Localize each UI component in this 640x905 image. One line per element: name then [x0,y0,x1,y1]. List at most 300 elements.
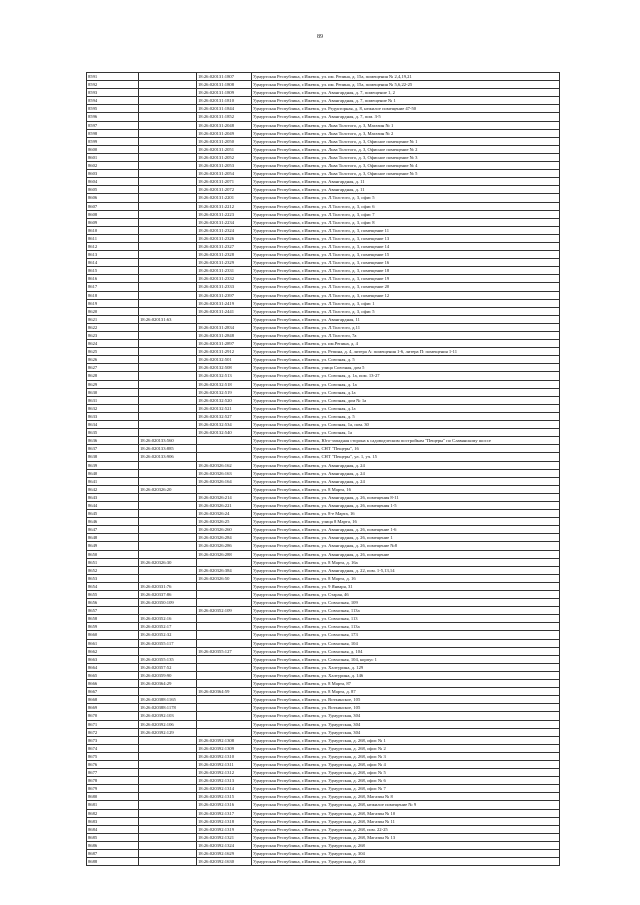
row-number-cell: 8598 [87,129,139,137]
land-cadastral-number-cell [139,129,197,137]
building-cadastral-number-cell: 18:26:020131:2848 [197,332,252,340]
table-row [87,760,560,768]
table-row [87,720,560,728]
table-row [87,404,560,412]
address-cell: Удмуртская Республика, г.Ижевск, ул. Авангардная, д. 7, помещение № 1 [252,97,560,105]
address-cell: Удмуртская Республика, г.Ижевск, ул. Старая, 46 [252,591,560,599]
table-row [87,89,560,97]
building-cadastral-number-cell: 18:26:020392:1629 [197,850,252,858]
building-cadastral-number-cell: 18:26:020131:1807 [197,73,252,81]
table-row [87,218,560,226]
land-cadastral-number-cell [139,760,197,768]
building-cadastral-number-cell: 18:26:020132:520 [197,396,252,404]
address-cell: Удмуртская Республика, г.Ижевск, ул. Л.Толстого, д. 3, помещение 18 [252,267,560,275]
row-number-cell: 8674 [87,744,139,752]
address-cell: Удмуртская Республика, г.Ижевск, ул. Совхозная, 109 [252,599,560,607]
address-cell: Удмуртская Республика, г.Ижевск, ул. Халтурина, д. 146 [252,671,560,679]
row-number-cell: 8647 [87,526,139,534]
building-cadastral-number-cell: 18:26:020326:24 [197,510,252,518]
land-cadastral-number-cell: 18:26:020350:109 [139,599,197,607]
address-cell: Удмуртская Республика, г.Ижевск, ул. Л.Толстого, д. 3, помещение 19 [252,275,560,283]
row-number-cell: 8660 [87,631,139,639]
row-number-cell: 8629 [87,380,139,388]
address-cell: Удмуртская Республика, г.Ижевск, ул. Л.Толстого, д. 3, помещение 14 [252,242,560,250]
building-cadastral-number-cell [197,631,252,639]
table-row [87,809,560,817]
row-number-cell: 8676 [87,760,139,768]
building-cadastral-number-cell: 18:26:020131:2419 [197,299,252,307]
row-number-cell: 8656 [87,599,139,607]
table-row [87,129,560,137]
table-row [87,566,560,574]
table-row [87,510,560,518]
row-number-cell: 8605 [87,186,139,194]
address-cell: Удмуртская Республика, г.Ижевск, ул. Союзная, 1а [252,429,560,437]
land-cadastral-number-cell [139,323,197,331]
table-row [87,380,560,388]
address-cell: Удмуртская Республика, г.Ижевск, ул. Авангардная, д. 24 [252,461,560,469]
address-cell: Удмуртская Республика, г.Ижевск, ул. Совхозная, 113а [252,607,560,615]
row-number-cell: 8615 [87,267,139,275]
building-cadastral-number-cell [197,712,252,720]
building-cadastral-number-cell [197,728,252,736]
row-number-cell: 8641 [87,477,139,485]
land-cadastral-number-cell [139,81,197,89]
table-row [87,542,560,550]
land-cadastral-number-cell [139,299,197,307]
row-number-cell: 8678 [87,777,139,785]
building-cadastral-number-cell: 18:26:020355:127 [197,647,252,655]
address-cell: Удмуртская Республика, г.Ижевск, ул. Авангардная, д. 11 [252,186,560,194]
row-number-cell: 8659 [87,623,139,631]
row-number-cell: 8601 [87,153,139,161]
building-cadastral-number-cell [197,704,252,712]
building-cadastral-number-cell [197,582,252,590]
building-cadastral-number-cell: 18:26:020132:518 [197,380,252,388]
row-number-cell: 8604 [87,178,139,186]
row-number-cell: 8634 [87,421,139,429]
row-number-cell: 8592 [87,81,139,89]
address-cell: Удмуртская Республика, г.Ижевск, СНТ "Пещеры", ул. 1, уч. 15 [252,453,560,461]
address-cell: Удмуртская Республика, г.Ижевск, ул. 8 Марта, 16 [252,485,560,493]
building-cadastral-number-cell: 18:26:020131:1809 [197,89,252,97]
address-cell: Удмуртская Республика, г.Ижевск, ул. Удмуртская, д. 268, офис № 4 [252,760,560,768]
table-row [87,752,560,760]
land-cadastral-number-cell [139,291,197,299]
table-row [87,663,560,671]
table-row [87,267,560,275]
address-cell: Удмуртская Республика, г.Ижевск, ул. Л.Толстого, д. 3, помещение 13 [252,234,560,242]
land-cadastral-number-cell: 18:26:020392:103 [139,712,197,720]
land-cadastral-number-cell: 18:26:020392:129 [139,728,197,736]
table-row [87,73,560,81]
address-cell: Удмуртская Республика, г.Ижевск, ул. 8 Марта, 87 [252,680,560,688]
row-number-cell: 8655 [87,591,139,599]
row-number-cell: 8686 [87,841,139,849]
building-cadastral-number-cell [197,445,252,453]
address-cell: Удмуртская Республика, г.Ижевск, ул. Удмуртская, д. 268, Магазин № 11 [252,817,560,825]
table-row [87,574,560,582]
table-row [87,793,560,801]
address-cell: Удмуртская Республика, г.Ижевск, ул. Воткинское, 105 [252,696,560,704]
address-cell: Удмуртская Республика, г.Ижевск, ул. им.Репина, д. 4 [252,340,560,348]
table-row [87,113,560,121]
row-number-cell: 8671 [87,720,139,728]
address-cell: Удмуртская Республика, г.Ижевск, ул. Совхозная, 104 [252,639,560,647]
table-row [87,97,560,105]
land-cadastral-number-cell [139,412,197,420]
land-cadastral-number-cell: 18:26:020131:63 [139,315,197,323]
building-cadastral-number-cell: 18:26:020392:1318 [197,817,252,825]
row-number-cell: 8630 [87,388,139,396]
table-row [87,647,560,655]
row-number-cell: 8593 [87,89,139,97]
table-row [87,825,560,833]
row-number-cell: 8679 [87,785,139,793]
table-row [87,137,560,145]
table-row [87,234,560,242]
address-cell: Удмуртская Республика, г.Ижевск, ул. 8 Марта, д. 87 [252,688,560,696]
building-cadastral-number-cell: 18:26:020392:1324 [197,841,252,849]
address-cell: Удмуртская Республика, г.Ижевск, ул. Халтурина, д. 129 [252,663,560,671]
address-cell: Удмуртская Республика, г.Ижевск, ул. Удмуртская, д. 268, пом. 22-25 [252,825,560,833]
row-number-cell: 8609 [87,218,139,226]
address-cell: Удмуртская Республика, г.Ижевск, ул. Союзная, д.1а [252,404,560,412]
table-row [87,145,560,153]
address-cell: Удмуртская Республика, г.Ижевск, ул. Совхозная, 113 [252,615,560,623]
row-number-cell: 8642 [87,485,139,493]
address-cell: Удмуртская Республика, г.Ижевск, ул. Удмуртская, д. 304 [252,858,560,866]
address-cell: Удмуртская Республика, г.Ижевск, ул. Совхозная, 113а [252,623,560,631]
address-cell: Удмуртская Республика, г.Ижевск, ул. Льва Толстого, д. 3, Магазин № 1 [252,121,560,129]
building-cadastral-number-cell: 18:26:020326:50 [197,574,252,582]
address-cell: Удмуртская Республика, г.Ижевск, ул. Л.Толстого, д. 3, помещение 11 [252,226,560,234]
land-cadastral-number-cell [139,348,197,356]
address-cell: Удмуртская Республика, г.Ижевск, Юго-западная сторона к садоводческим постройкам "Пещеры" по Славянскому шоссе [252,437,560,445]
table-row [87,639,560,647]
land-cadastral-number-cell [139,550,197,558]
building-cadastral-number-cell: 18:26:020131:2912 [197,348,252,356]
building-cadastral-number-cell: 18:26:020131:1852 [197,113,252,121]
row-number-cell: 8596 [87,113,139,121]
table-row [87,526,560,534]
address-cell: Удмуртская Республика, г.Ижевск, ул. 8 Марта, д. 16 [252,574,560,582]
land-cadastral-number-cell [139,170,197,178]
address-cell: Удмуртская Республика, г.Ижевск, ул. Авангардная, д. 26, помещения 8-11 [252,493,560,501]
address-cell: Удмуртская Республика, г.Ижевск, ул. Льва Толстого, д. 3, Офисное помещение № 5 [252,170,560,178]
land-cadastral-number-cell [139,283,197,291]
address-cell: Удмуртская Республика, г.Ижевск, ул. Удмуртская, д. 268, офис № 7 [252,785,560,793]
land-cadastral-number-cell [139,566,197,574]
row-number-cell: 8628 [87,372,139,380]
row-number-cell: 8594 [87,97,139,105]
table-row [87,348,560,356]
land-cadastral-number-cell [139,186,197,194]
row-number-cell: 8591 [87,73,139,81]
address-cell: Удмуртская Республика, г.Ижевск, ул. Авангардная, д. 7, помещение 1, 2 [252,89,560,97]
land-cadastral-number-cell [139,817,197,825]
address-cell: Удмуртская Республика, г.Ижевск, ул. Удмуртская, д. 268 [252,841,560,849]
row-number-cell: 8684 [87,825,139,833]
address-cell: Удмуртская Республика, г.Ижевск, улица 8 Марта, 16 [252,518,560,526]
row-number-cell: 8645 [87,510,139,518]
land-cadastral-number-cell [139,340,197,348]
row-number-cell: 8639 [87,461,139,469]
address-cell: Удмуртская Республика, г.Ижевск, ул. Удмуртская, д. 268, офис № 6 [252,777,560,785]
address-cell: Удмуртская Республика, г.Ижевск, ул. Удмуртская, д. 268, офис № 3 [252,752,560,760]
building-cadastral-number-cell: 18:26:020352:109 [197,607,252,615]
address-cell: Удмуртская Республика, г.Ижевск, ул. Л.Толстого, д. 3, помещение 12 [252,291,560,299]
building-cadastral-number-cell: 18:26:020131:2329 [197,259,252,267]
table-row [87,210,560,218]
land-cadastral-number-cell [139,534,197,542]
table-row [87,178,560,186]
land-cadastral-number-cell [139,364,197,372]
address-cell: Удмуртская Республика, г.Ижевск, ул. Л.Толстого, д. 3, помещение 16 [252,259,560,267]
address-cell: Удмуртская Республика, г.Ижевск, ул. Удмуртская, д. 268, офис № 1 [252,736,560,744]
land-cadastral-number-cell [139,688,197,696]
land-cadastral-number-cell [139,647,197,655]
table-row [87,396,560,404]
address-cell: Удмуртская Республика, г.Ижевск, ул. Авангардная, д. 24 [252,477,560,485]
table-row [87,315,560,323]
land-cadastral-number-cell: 18:26:020352:16 [139,615,197,623]
table-row [87,283,560,291]
land-cadastral-number-cell [139,429,197,437]
address-cell: Удмуртская Республика, г.Ижевск, ул. Льва Толстого, д. 3, Офисное помещение № 2 [252,145,560,153]
table-row [87,623,560,631]
row-number-cell: 8646 [87,518,139,526]
address-cell: Удмуртская Республика, г.Ижевск, ул. Удмуртская, 304 [252,712,560,720]
row-number-cell: 8640 [87,469,139,477]
row-number-cell: 8677 [87,769,139,777]
row-number-cell: 8602 [87,162,139,170]
building-cadastral-number-cell: 18:26:020131:2223 [197,210,252,218]
building-cadastral-number-cell [197,599,252,607]
row-number-cell: 8680 [87,793,139,801]
table-row [87,186,560,194]
address-cell: Удмуртская Республика, г.Ижевск, ул. Л.Толстого, д. 3, офис 7 [252,210,560,218]
registry-body [87,73,560,866]
table-row [87,728,560,736]
row-number-cell: 8603 [87,170,139,178]
table-row [87,307,560,315]
table-row [87,153,560,161]
row-number-cell: 8620 [87,307,139,315]
table-row [87,841,560,849]
building-cadastral-number-cell: 18:26:020131:2441 [197,307,252,315]
building-cadastral-number-cell: 18:26:020132:521 [197,404,252,412]
address-cell: Удмуртская Республика, г.Ижевск, ул. Л.Толстого, д. 3, помещение 15 [252,251,560,259]
land-cadastral-number-cell: 18:26:020133:906 [139,453,197,461]
address-cell: Удмуртская Республика, г.Ижевск, СНТ "Пещеры", 16 [252,445,560,453]
address-cell: Удмуртская Республика, г.Ижевск, ул. Союзная, д. 5 [252,356,560,364]
land-cadastral-number-cell [139,752,197,760]
table-row [87,356,560,364]
row-number-cell: 8619 [87,299,139,307]
building-cadastral-number-cell: 18:26:020326:284 [197,534,252,542]
land-cadastral-number-cell [139,744,197,752]
building-cadastral-number-cell: 18:26:020131:2397 [197,291,252,299]
building-cadastral-number-cell [197,696,252,704]
address-cell: Удмуртская Республика, г.Ижевск, ул. 9 Января, 31 [252,582,560,590]
table-row [87,850,560,858]
address-cell: Удмуртская Республика, г.Ижевск, ул. Воткинское, 105 [252,704,560,712]
address-cell: Удмуртская Республика, г.Ижевск, ул. Л.Толстого, д. 3, офис 5 [252,194,560,202]
building-cadastral-number-cell: 18:26:020131:2324 [197,226,252,234]
address-cell: Удмуртская Республика, г.Ижевск, ул. Льва Толстого, д. 3, Офисное помещение № 1 [252,137,560,145]
row-number-cell: 8595 [87,105,139,113]
table-row [87,680,560,688]
table-row [87,242,560,250]
building-cadastral-number-cell: 18:26:020392:1308 [197,736,252,744]
table-row [87,332,560,340]
row-number-cell: 8657 [87,607,139,615]
land-cadastral-number-cell [139,574,197,582]
row-number-cell: 8644 [87,501,139,509]
row-number-cell: 8654 [87,582,139,590]
building-cadastral-number-cell: 18:26:020392:1321 [197,833,252,841]
land-cadastral-number-cell [139,307,197,315]
land-cadastral-number-cell [139,841,197,849]
building-cadastral-number-cell: 18:26:020326:25 [197,518,252,526]
building-cadastral-number-cell: 18:26:020131:2333 [197,283,252,291]
building-cadastral-number-cell: 18:26:020131:2054 [197,170,252,178]
table-row [87,194,560,202]
land-cadastral-number-cell [139,89,197,97]
land-cadastral-number-cell: 18:26:020352:17 [139,623,197,631]
table-row [87,534,560,542]
building-cadastral-number-cell: 18:26:020131:2331 [197,267,252,275]
building-cadastral-number-cell [197,720,252,728]
land-cadastral-number-cell: 18:26:020355:117 [139,639,197,647]
land-cadastral-number-cell [139,769,197,777]
building-cadastral-number-cell: 18:26:020392:1630 [197,858,252,866]
building-cadastral-number-cell: 18:26:020131:2050 [197,137,252,145]
row-number-cell: 8606 [87,194,139,202]
land-cadastral-number-cell [139,113,197,121]
table-row [87,801,560,809]
table-row [87,81,560,89]
row-number-cell: 8636 [87,437,139,445]
table-row [87,518,560,526]
property-registry-table [86,72,560,866]
table-row [87,485,560,493]
table-row [87,388,560,396]
address-cell: Удмуртская Республика, г.Ижевск, ул. Авангардная, д. 26, помещение №8 [252,542,560,550]
address-cell: Удмуртская Республика, г.Ижевск, ул. Авангардная, д. 26, помещения 1-5 [252,501,560,509]
land-cadastral-number-cell [139,469,197,477]
table-row [87,340,560,348]
table-row [87,493,560,501]
building-cadastral-number-cell: 18:26:020326:163 [197,469,252,477]
building-cadastral-number-cell: 18:26:020392:1317 [197,809,252,817]
land-cadastral-number-cell: 18:26:020388:1165 [139,696,197,704]
address-cell: Удмуртская Республика, г.Ижевск, ул. им. Репина, д. 15а, помещения № 5,6,22-25 [252,81,560,89]
table-row [87,591,560,599]
building-cadastral-number-cell: 18:26:020131:2048 [197,121,252,129]
land-cadastral-number-cell [139,105,197,113]
table-row [87,445,560,453]
row-number-cell: 8681 [87,801,139,809]
table-row [87,429,560,437]
table-row [87,769,560,777]
land-cadastral-number-cell [139,73,197,81]
building-cadastral-number-cell: 18:26:020392:1310 [197,752,252,760]
land-cadastral-number-cell [139,218,197,226]
land-cadastral-number-cell [139,518,197,526]
table-row [87,469,560,477]
table-row [87,275,560,283]
land-cadastral-number-cell [139,145,197,153]
address-cell: Удмуртская Республика, г.Ижевск, ул. Удмуртская, д. 268, нежилое помещение № 9 [252,801,560,809]
building-cadastral-number-cell: 18:26:020326:384 [197,566,252,574]
land-cadastral-number-cell [139,542,197,550]
land-cadastral-number-cell [139,178,197,186]
land-cadastral-number-cell [139,777,197,785]
address-cell: Удмуртская Республика, г.Ижевск, ул. Удмуртская, 304 [252,728,560,736]
row-number-cell: 8607 [87,202,139,210]
table-row [87,688,560,696]
table-row [87,412,560,420]
table-row [87,105,560,113]
row-number-cell: 8643 [87,493,139,501]
land-cadastral-number-cell: 18:26:020364:29 [139,680,197,688]
table-row [87,655,560,663]
building-cadastral-number-cell: 18:26:020326:286 [197,542,252,550]
row-number-cell: 8669 [87,704,139,712]
address-cell: Удмуртская Республика, г.Ижевск, ул. Удмуртская, д. 268, Магазин № 13 [252,833,560,841]
building-cadastral-number-cell: 18:26:020392:1314 [197,785,252,793]
land-cadastral-number-cell [139,825,197,833]
row-number-cell: 8675 [87,752,139,760]
land-cadastral-number-cell [139,493,197,501]
building-cadastral-number-cell: 18:26:020131:2328 [197,251,252,259]
table-row [87,170,560,178]
building-cadastral-number-cell [197,639,252,647]
table-row [87,704,560,712]
table-row [87,421,560,429]
land-cadastral-number-cell [139,275,197,283]
table-row [87,291,560,299]
land-cadastral-number-cell: 18:26:020392:106 [139,720,197,728]
building-cadastral-number-cell: 18:26:020132:534 [197,421,252,429]
building-cadastral-number-cell: 18:26:020131:2053 [197,162,252,170]
land-cadastral-number-cell [139,833,197,841]
land-cadastral-number-cell [139,404,197,412]
address-cell: Удмуртская Республика, г.Ижевск, ул. Авангардная, д. 26, помещение 1-6 [252,526,560,534]
row-number-cell: 8612 [87,242,139,250]
row-number-cell: 8626 [87,356,139,364]
row-number-cell: 8613 [87,251,139,259]
address-cell: Удмуртская Республика, г.Ижевск, ул. Льва Толстого, д. 3, Офисное помещение № 3 [252,153,560,161]
address-cell: Удмуртская Республика, г.Ижевск, ул. Удмуртская, д. 268, офис № 2 [252,744,560,752]
table-row [87,582,560,590]
row-number-cell: 8611 [87,234,139,242]
land-cadastral-number-cell [139,809,197,817]
row-number-cell: 8614 [87,259,139,267]
land-cadastral-number-cell [139,267,197,275]
land-cadastral-number-cell: 18:26:020357:52 [139,663,197,671]
row-number-cell: 8658 [87,615,139,623]
building-cadastral-number-cell: 18:26:020131:2897 [197,340,252,348]
address-cell: Удмуртская Республика, г.Ижевск, ул. Союзная, д. 5 [252,412,560,420]
table-row [87,226,560,234]
building-cadastral-number-cell: 18:26:020132:501 [197,356,252,364]
row-number-cell: 8624 [87,340,139,348]
table-row [87,744,560,752]
table-row [87,437,560,445]
